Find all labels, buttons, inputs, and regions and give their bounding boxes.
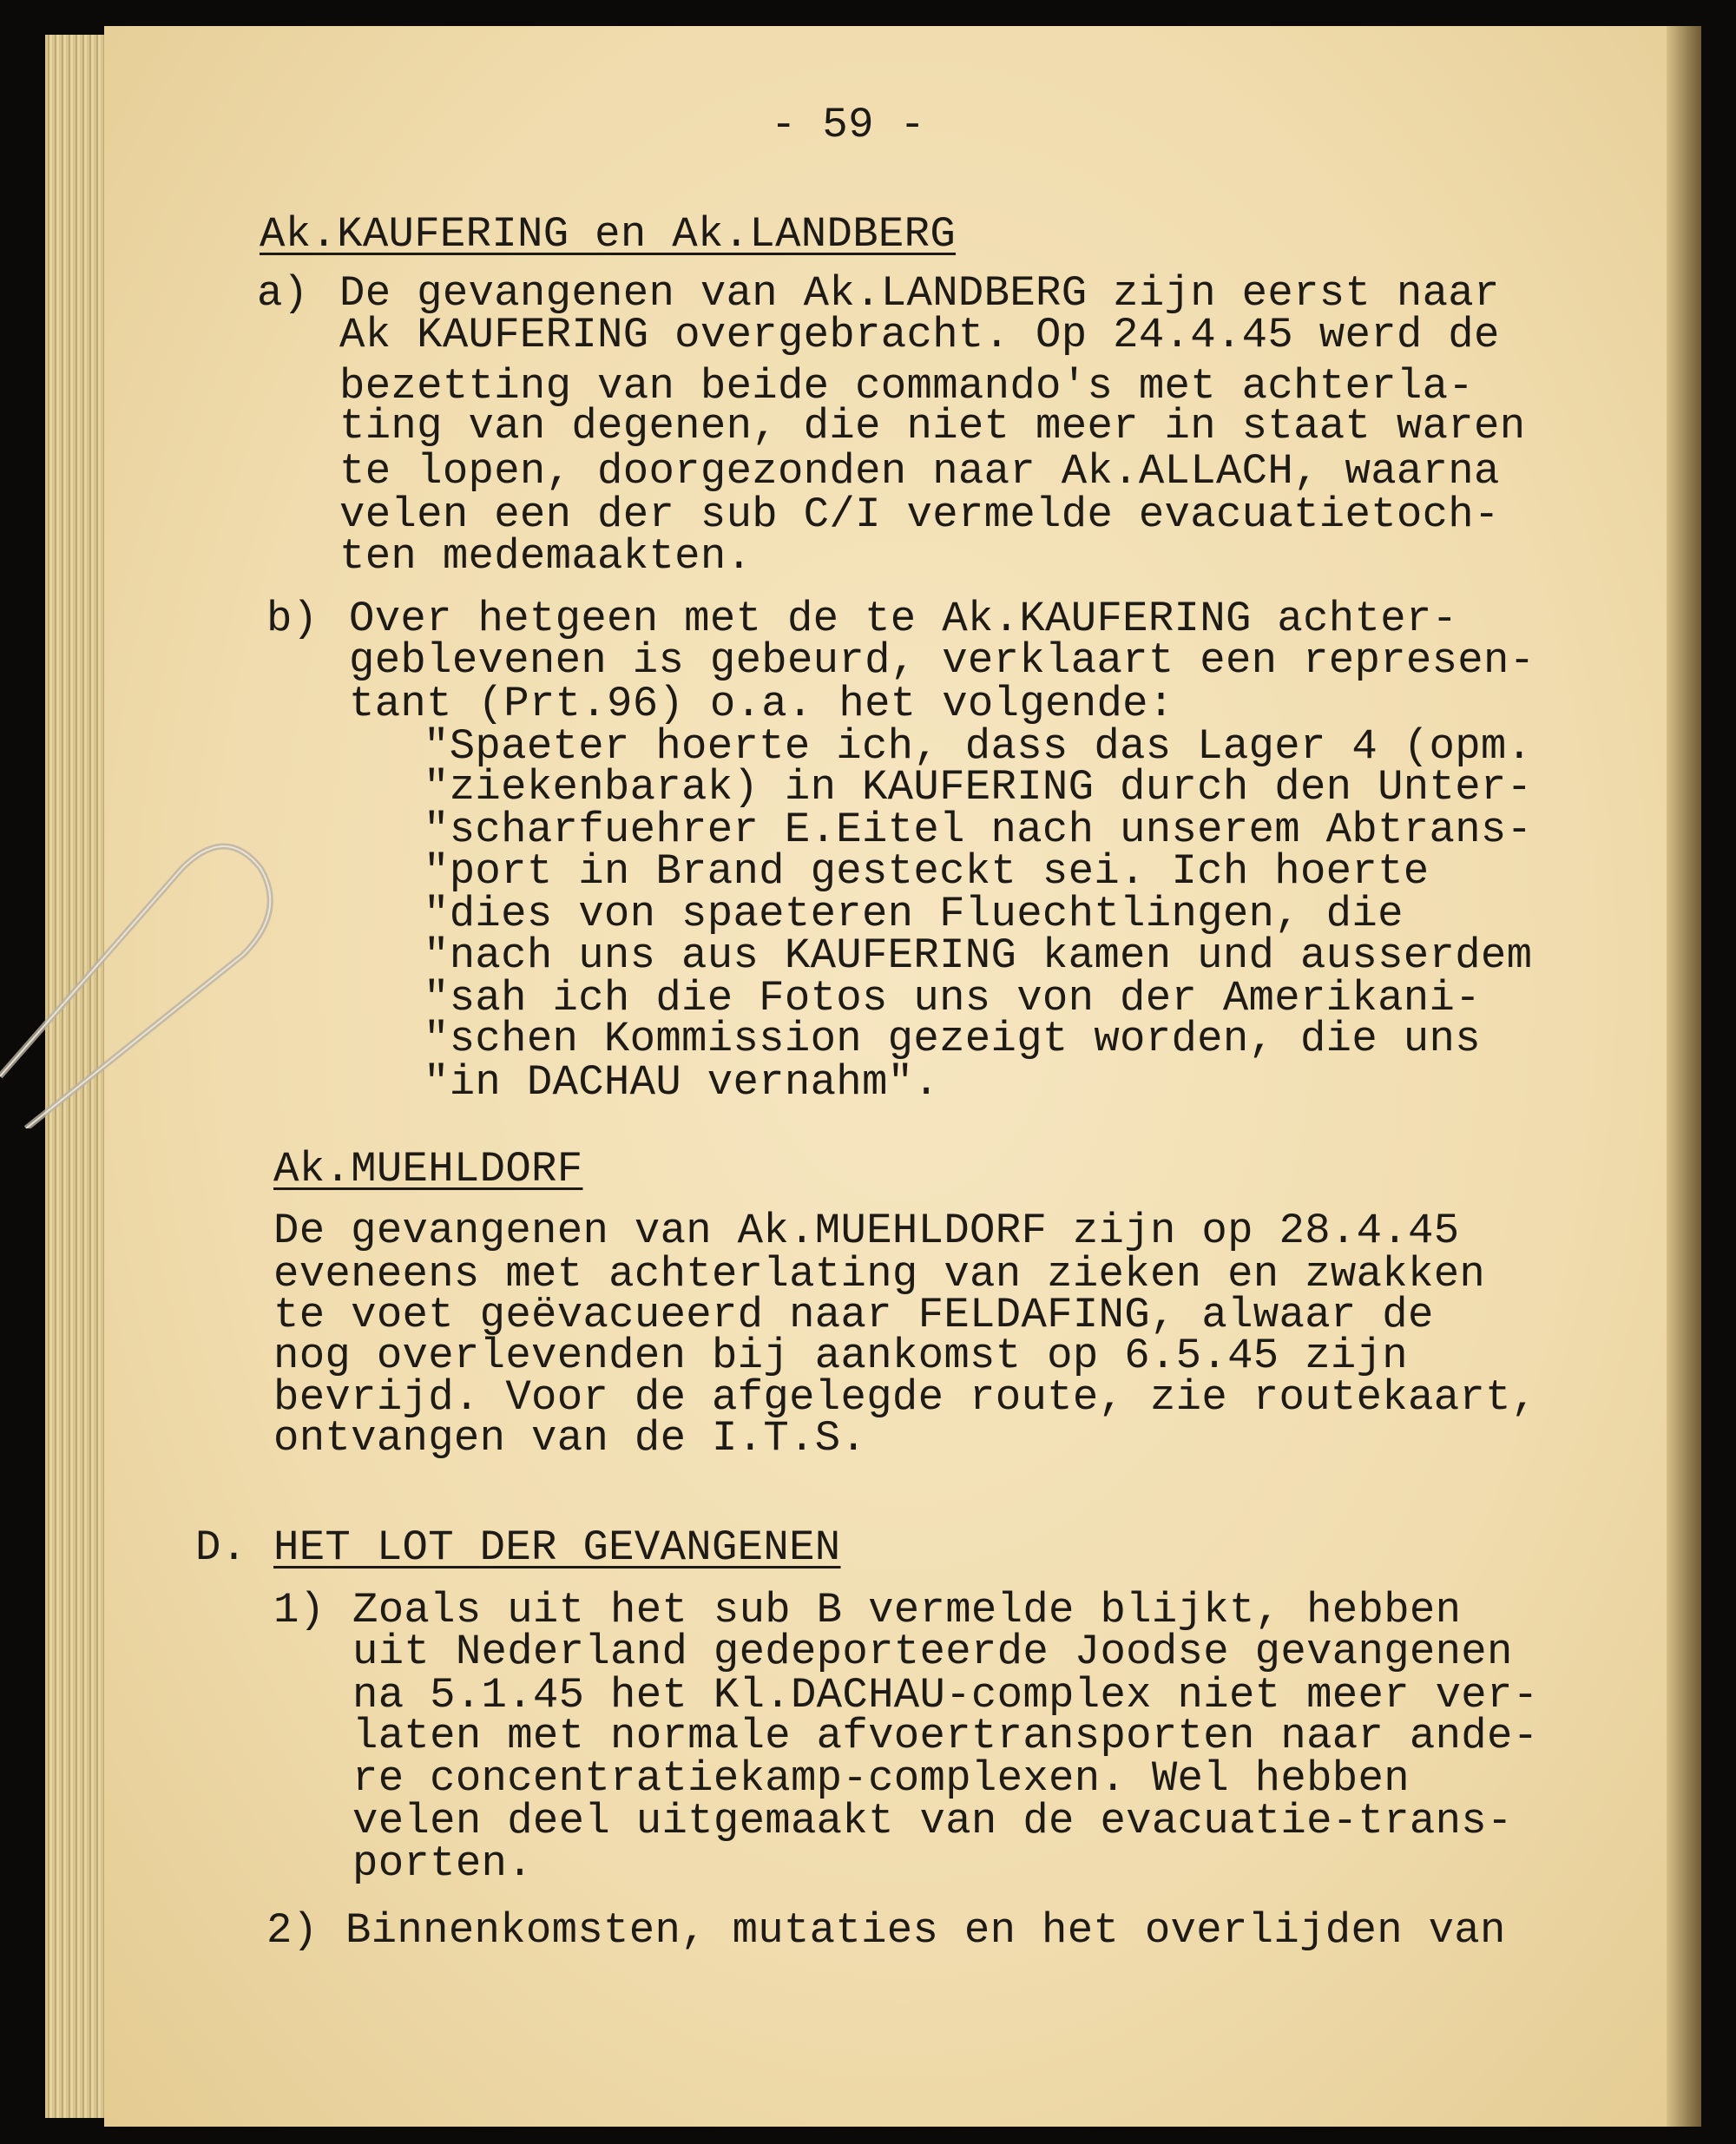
text-line: nog overlevenden bij aankomst op 6.5.45 zijn: [273, 1332, 1409, 1380]
text-line: laten met normale afvoertransporten naar ande-: [352, 1712, 1539, 1760]
text-line: bevrijd. Voor de afgelegde route, zie routekaart,: [273, 1373, 1537, 1422]
text-line: ontvangen van de I.T.S.: [273, 1414, 867, 1463]
item-label-2: 2): [266, 1906, 319, 1955]
quote-line: "ziekenbarak) in KAUFERING durch den Unter-: [424, 763, 1533, 812]
text-line: ten medemaakten.: [339, 532, 753, 581]
quote-line: "Spaeter hoerte ich, dass das Lager 4 (opm.: [424, 722, 1533, 771]
text-line: te lopen, doorgezonden naar Ak.ALLACH, waarna: [339, 447, 1500, 496]
quote-line: "in DACHAU vernahm".: [424, 1058, 940, 1107]
quote-line: "nach uns aus KAUFERING kamen und ausserdem: [424, 931, 1533, 980]
text-line: re concentratiekamp-complexen. Wel hebben: [352, 1754, 1410, 1803]
page-number: - 59 -: [771, 101, 926, 149]
text-line: Ak KAUFERING overgebracht. Op 24.4.45 werd de: [339, 311, 1500, 359]
text-line: porten.: [352, 1839, 533, 1888]
quote-line: "scharfuehrer E.Eitel nach unserem Abtrans-: [424, 806, 1533, 854]
text-line: De gevangenen van Ak.LANDBERG zijn eerst naar: [339, 269, 1500, 318]
text-line: De gevangenen van Ak.MUEHLDORF zijn op 28.4.45: [273, 1207, 1460, 1255]
item-label-a: a): [257, 269, 309, 318]
quote-line: "dies von spaeteren Fluechtlingen, die: [424, 890, 1404, 938]
item-label-b: b): [266, 595, 319, 643]
text-line: velen een der sub C/I vermelde evacuatietoch-: [339, 490, 1500, 539]
text-line: tant (Prt.96) o.a. het volgende:: [349, 680, 1174, 728]
text-line: Over hetgeen met de te Ak.KAUFERING achter-: [349, 595, 1458, 643]
text-line: ting van degenen, die niet meer in staat waren: [339, 402, 1526, 451]
section-letter-d: D.: [195, 1523, 247, 1572]
text-line: eveneens met achterlating van zieken en zwakken: [273, 1250, 1486, 1299]
text-line: uit Nederland gedeporteerde Joodse gevangenen: [352, 1628, 1513, 1676]
quote-line: "schen Kommission gezeigt worden, die uns: [424, 1015, 1481, 1063]
text-line: bezetting van beide commando's met achterla-: [339, 362, 1475, 411]
text-line: velen deel uitgemaakt van de evacuatie-trans-: [352, 1797, 1513, 1845]
text-line: Zoals uit het sub B vermelde blijkt, hebben: [352, 1586, 1462, 1634]
text-line: Binnenkomsten, mutaties en het overlijden van: [345, 1906, 1506, 1955]
paperclip-icon: [0, 816, 295, 1128]
section-heading-lot-der-gevangenen: HET LOT DER GEVANGENEN: [273, 1523, 841, 1572]
section-heading-muehldorf: Ak.MUEHLDORF: [273, 1145, 583, 1194]
quote-line: "sah ich die Fotos uns von der Amerikani-: [424, 974, 1481, 1023]
text-line: na 5.1.45 het Kl.DACHAU-complex niet meer ver-: [352, 1671, 1539, 1720]
section-heading-kaufering-landberg: Ak.KAUFERING en Ak.LANDBERG: [260, 210, 957, 259]
text-line: te voet geëvacueerd naar FELDAFING, alwaar de: [273, 1291, 1434, 1339]
book-gutter: [1667, 26, 1701, 2127]
quote-line: "port in Brand gesteckt sei. Ich hoerte: [424, 847, 1430, 896]
text-line: geblevenen is gebeurd, verklaart een represen-: [349, 636, 1535, 685]
item-label-1: 1): [273, 1586, 326, 1634]
